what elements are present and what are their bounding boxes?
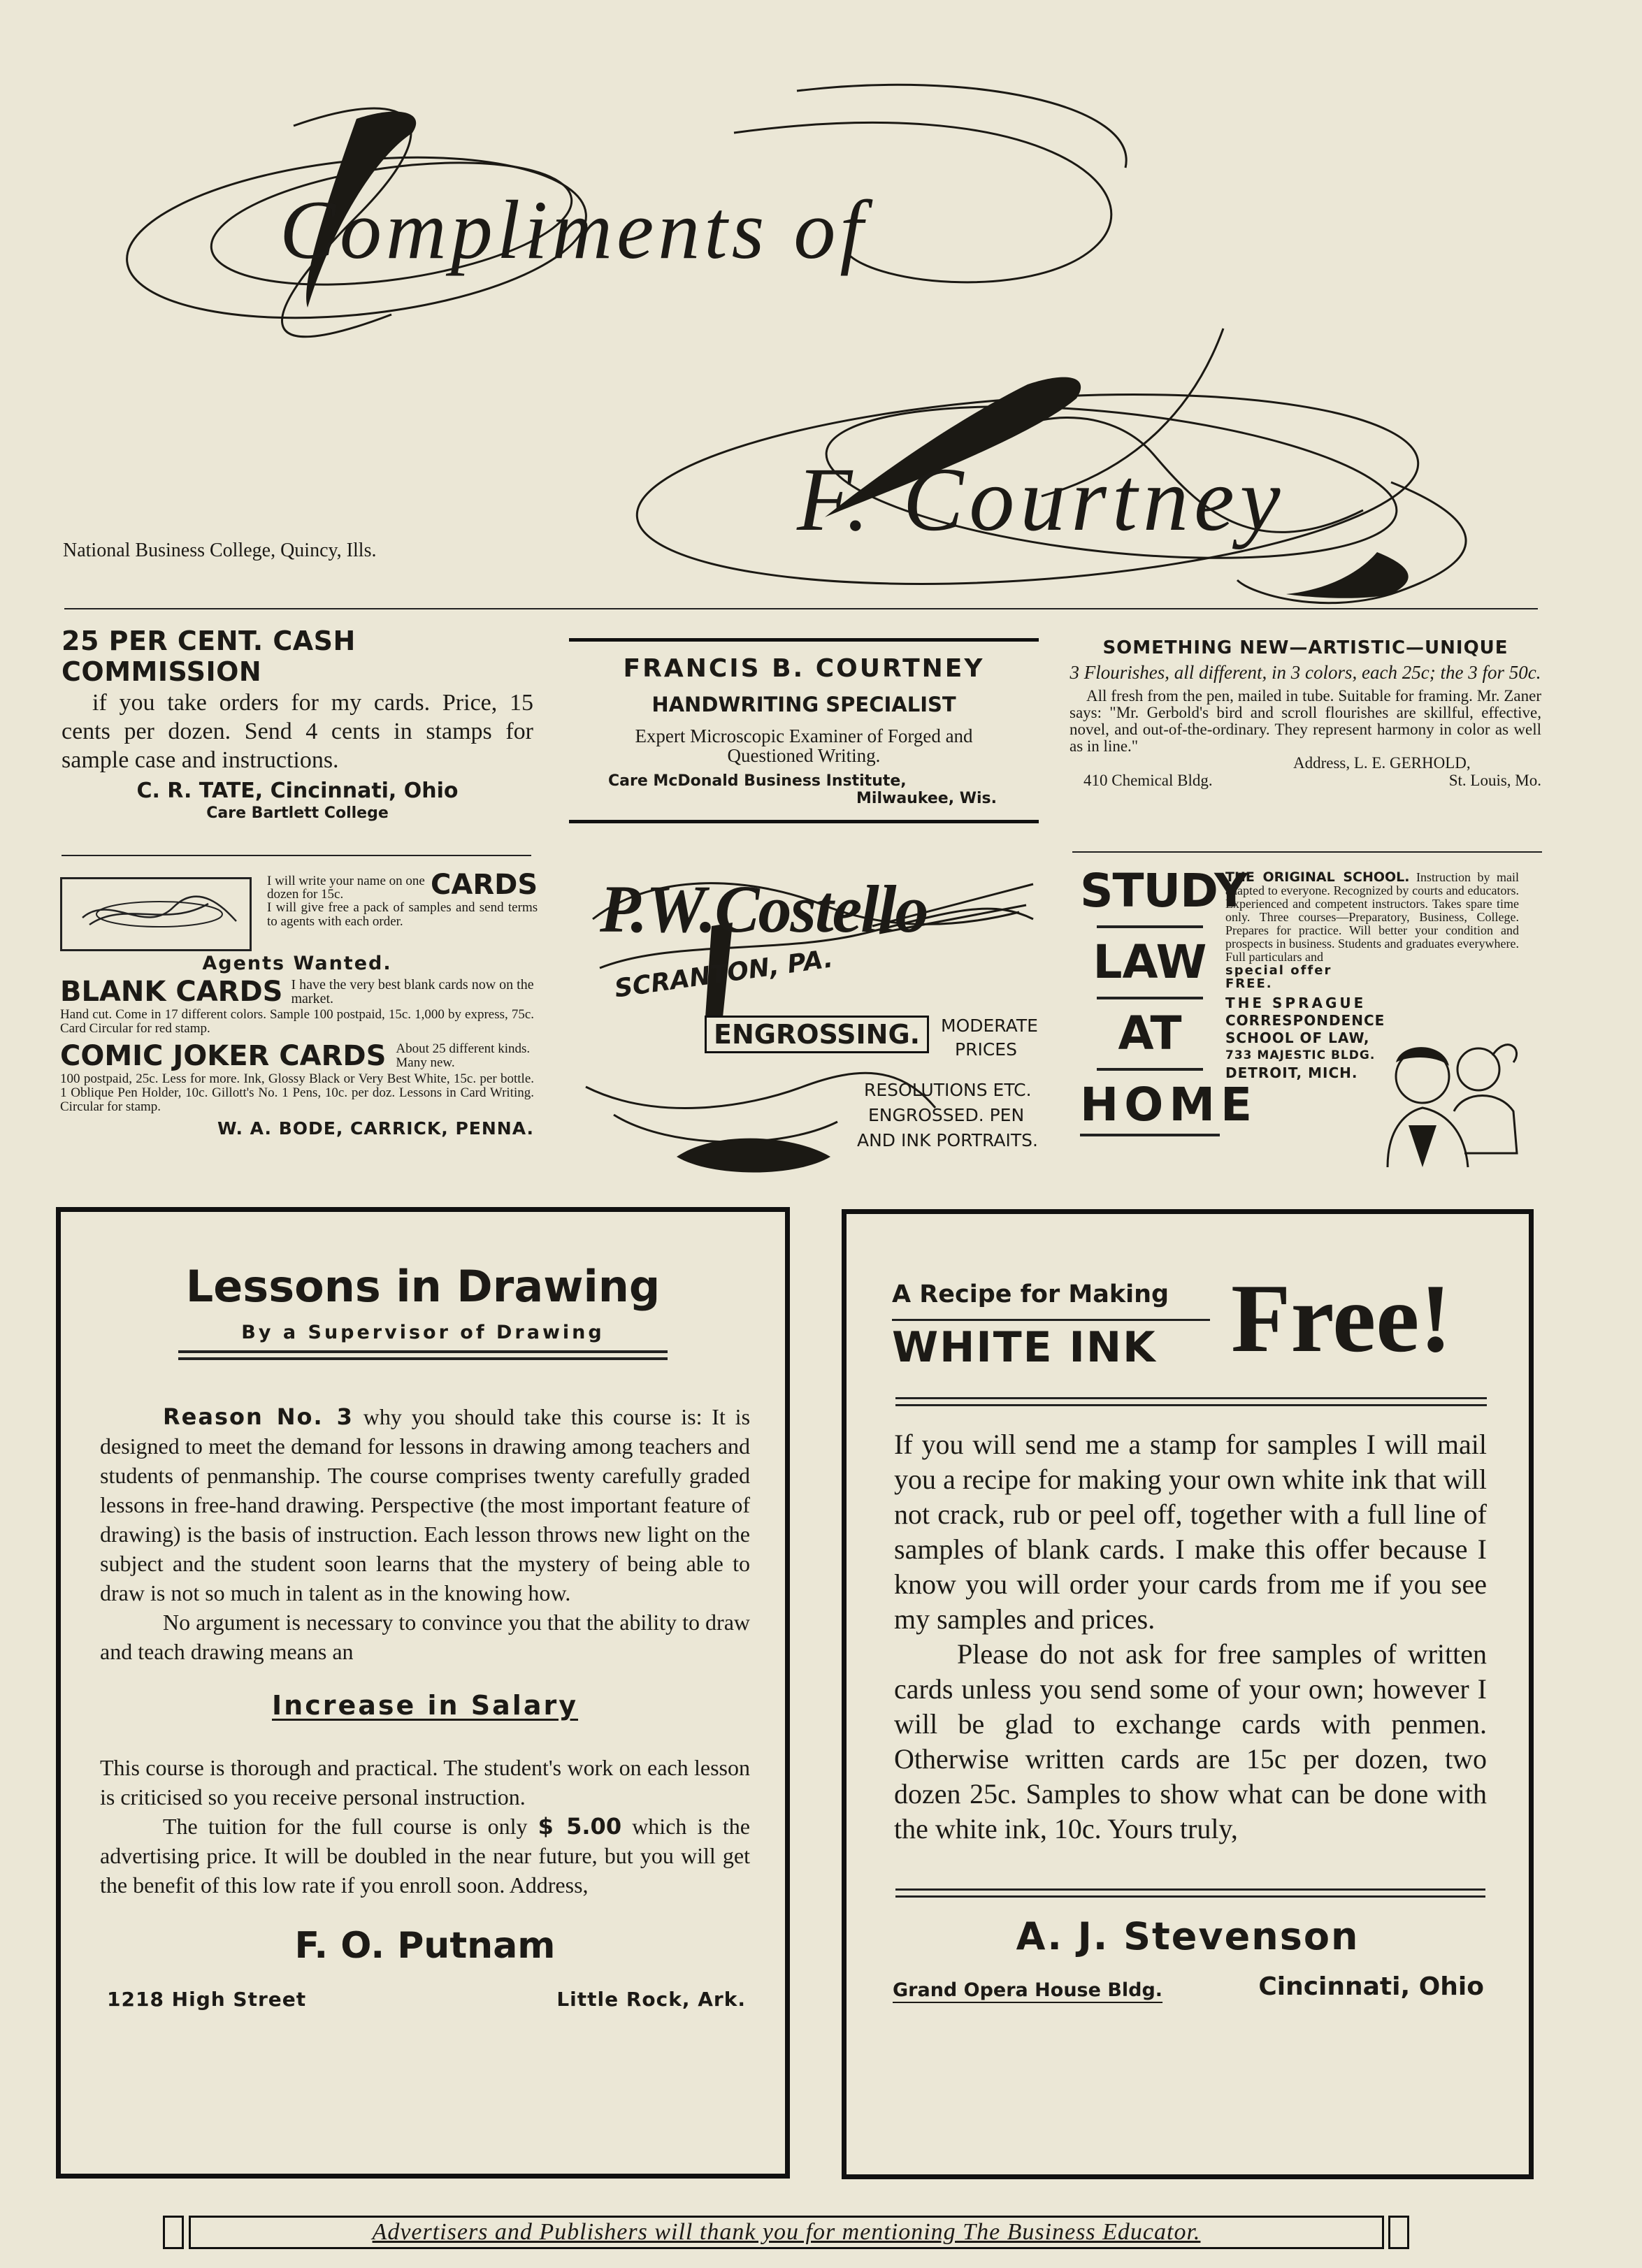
ink-bldg: Grand Opera House Bldg. (893, 1979, 1163, 2001)
drawing-body (61, 1402, 785, 2011)
costello-line-2: ENGROSSED. PEN (868, 1105, 1025, 1125)
ink-rule-4 (895, 1895, 1485, 1898)
bode-signature: W. A. BODE, CARRICK, PENNA. (217, 1118, 534, 1139)
ink-header (892, 1214, 1487, 1373)
gerhold-address-row (1083, 772, 1541, 790)
ink-free: Free! (1231, 1264, 1453, 1373)
law-body: Instruction by mail adapted to everyone. Recognized by courts and educators. Experienced and competent instructors. Takes spare time only. Three courses—Preparatory, Business, College. Prepares for practice. Will better your condition and prospects in business. Students and graduates everywhere. Full particulars and (1225, 870, 1519, 964)
bode-cards-intro: I will write your name on one dozen for 15c. (267, 874, 425, 902)
ink-para1: If you will send me a stamp for samples I will mail you a recipe for making your own white ink that will not crack, rub or peel off, together with a full line of samples of blank cards. I make this offer because I know you will order your cards from me if you see my samples and prices. (894, 1429, 1487, 1635)
ink-rule-2 (895, 1404, 1487, 1406)
ink-rule-3 (895, 1888, 1485, 1891)
row1-rule-right (1072, 851, 1542, 853)
courtney-title: HANDWRITING SPECIALIST (651, 693, 956, 716)
ink-ad (842, 1209, 1534, 2179)
card-sample-illustration (60, 877, 252, 951)
ink-white-ink: WHITE INK (892, 1323, 1157, 1372)
costello-script: P.W.Costello (600, 872, 928, 946)
gerhold-body: All fresh from the pen, mailed in tube. Suitable for framing. Mr. Zaner says: "Mr. Gerbold's bird and scroll flourishes are skillful, effective, novel, and out-of-the-ordinary. They represent harmony in color as well as in line." (1070, 687, 1541, 755)
gerhold-street: 410 Chemical Bldg. (1083, 772, 1213, 789)
bode-joker-body: 100 postpaid, 25c. Less for more. Ink, Glossy Black or Very Best White, 15c. per bottle. 1 Oblique Pen Holder, 10c. Gillott's No. 1 Pens, 10c. per doz. Lessons in Card Writing. Circular for stamp. (60, 1071, 534, 1114)
law-word-home: HOME (1080, 1078, 1258, 1132)
bode-ad (60, 869, 538, 1139)
footer-box-right (1388, 2216, 1409, 2249)
drawing-name: F. O. Putnam (294, 1925, 556, 1967)
header-rule (64, 608, 1538, 609)
tate-care: Care Bartlett College (206, 804, 389, 822)
bode-blank-row (60, 976, 534, 1008)
drawing-para1: why you should take this course is: It is designed to meet the demand for lessons in drawing among teachers and students of penmanship. The course comprises twenty carefully graded lessons in free-hand drawing. Perspective (the most important feature of drawing) is the basis of instruction. Each lesson throws new light on the subject and the student soon learns that the mystery of being able to draw is not so much in talent as in the knowing how. (100, 1404, 751, 1605)
drawing-para3: This course is thorough and practical. The student's work on each lesson is criticised so you receive personal instruction. (100, 1755, 750, 1810)
costello-line-3: AND INK PORTRAITS. (857, 1130, 1038, 1150)
bode-joker-heading: COMIC JOKER CARDS (60, 1040, 387, 1072)
costello-ad (572, 856, 1040, 1192)
law-school-1: THE SPRAGUE (1225, 995, 1367, 1011)
law-big-words (1080, 864, 1258, 1141)
ink-name: A. J. Stevenson (1016, 1914, 1360, 1958)
gerhold-ad (1070, 637, 1541, 790)
bode-cards-more: I will give free a pack of samples and send terms to agents with each order. (267, 900, 538, 929)
drawing-price: $ 5.00 (538, 1813, 622, 1840)
drawing-para4b: which is the advertising price. It will be doubled in the near future, but you will get the benefit of this low rate if you enroll soon. Address, (100, 1814, 751, 1898)
script-compliments: Compliments of (280, 183, 867, 276)
bode-joker-intro: About 25 different kinds. Many new. (396, 1041, 531, 1070)
ink-address-row (893, 1972, 1484, 2001)
ink-rule-1 (895, 1397, 1487, 1399)
tate-body: if you take orders for my cards. Price, 15 cents per dozen. Send 4 cents in stamps for sample case and instructions. (62, 690, 533, 773)
tate-ad (62, 626, 533, 822)
ink-recipe: A Recipe for Making (892, 1280, 1169, 1308)
bode-agents: Agents Wanted. (202, 953, 392, 974)
tate-headline: 25 PER CENT. CASH COMMISSION (62, 626, 356, 687)
costello-prices-2: PRICES (955, 1039, 1017, 1060)
ink-para2: Please do not ask for free samples of written cards unless you send some of your own; however I will be glad to exchange cards with penmen. Otherwise written cards are 15c per dozen, two dozen 25c. Samples to show what can be done with the white ink, 10c. Yours truly, (894, 1638, 1487, 1844)
law-school-3: SCHOOL OF LAW, (1225, 1030, 1370, 1046)
costello-city: SCRANTON, PA. (612, 944, 835, 1004)
courtney-name: FRANCIS B. COURTNEY (623, 654, 985, 683)
law-ad (1080, 864, 1545, 1188)
gerhold-headline: SOMETHING NEW—ARTISTIC—UNIQUE (1102, 637, 1508, 658)
courtney-care: Care McDonald Business Institute, (608, 772, 907, 790)
drawing-byline: By a Supervisor of Drawing (241, 1322, 605, 1343)
courtney-city: Milwaukee, Wis. (856, 790, 997, 807)
drawing-para4a: The tuition for the full course is only (163, 1814, 528, 1839)
law-word-at: AT (1118, 1006, 1182, 1060)
law-school-2: CORRESPONDENCE (1225, 1012, 1385, 1029)
bode-cards-text (267, 869, 538, 951)
drawing-street: 1218 High Street (107, 1988, 307, 2011)
tate-name: C. R. TATE, Cincinnati, Ohio (136, 779, 459, 803)
drawing-para2: No argument is necessary to convince you that the ability to draw and teach drawing means an (100, 1610, 750, 1664)
drawing-reason: Reason No. 3 (163, 1403, 354, 1430)
bode-blank-body: Hand cut. Come in 17 different colors. Sample 100 postpaid, 15c. 1,000 by express, 75c. Card Circular for red stamp. (60, 1007, 534, 1036)
law-word-law: LAW (1093, 935, 1207, 989)
law-offer: special offer FREE. (1225, 963, 1332, 991)
drawing-rule-2 (178, 1357, 668, 1360)
gerhold-city: St. Louis, Mo. (1448, 772, 1541, 789)
bode-joker-row (60, 1040, 534, 1072)
drawing-city: Little Rock, Ark. (556, 1988, 746, 2011)
drawing-rule-1 (178, 1350, 668, 1353)
law-word-study: STUDY (1080, 864, 1247, 918)
bode-blank-heading: BLANK CARDS (60, 976, 283, 1008)
law-school-4: 733 MAJESTIC BLDG. (1225, 1048, 1376, 1062)
drawing-address-row (100, 1988, 750, 2011)
bode-cards-block (60, 869, 538, 951)
bode-blank-intro: I have the very best blank cards now on the market. (291, 977, 534, 1006)
drawing-title: Lessons in Drawing (185, 1261, 661, 1312)
ink-city: Cincinnati, Ohio (1258, 1972, 1484, 2001)
costello-engrossing: ENGROSSING. (705, 1016, 929, 1053)
footer-box-left (163, 2216, 184, 2249)
courtney-ad (569, 638, 1039, 823)
drawing-subhead: Increase in Salary (272, 1690, 578, 1721)
gerhold-address-label: Address, L. E. GERHOLD, (1293, 754, 1471, 772)
script-name: F. Courtney (797, 449, 1286, 550)
courtney-desc: Expert Microscopic Examiner of Forged and Questioned Writing. (635, 725, 973, 766)
footer-text: Advertisers and Publishers will thank you for mentioning The Business Educator. (372, 2219, 1201, 2245)
law-school-5: DETROIT, MICH. (1225, 1064, 1358, 1081)
gerhold-sub: 3 Flourishes, all different, in 3 colors, each 25c; the 3 for 50c. (1070, 662, 1541, 683)
portrait-illustration (1374, 1034, 1524, 1174)
bode-cards-word: CARDS (431, 869, 538, 901)
ink-body (847, 1427, 1529, 1847)
header-flourish (63, 77, 1545, 608)
drawing-ad (56, 1207, 790, 2179)
costello-line-1: RESOLUTIONS ETC. (864, 1080, 1032, 1100)
footer-banner (189, 2216, 1384, 2249)
institution-caption: National Business College, Quincy, Ills. (63, 540, 377, 561)
costello-prices-1: MODERATE (941, 1016, 1038, 1036)
row1-rule-left (62, 855, 531, 856)
law-lead: THE ORIGINAL SCHOOL. (1225, 869, 1410, 885)
